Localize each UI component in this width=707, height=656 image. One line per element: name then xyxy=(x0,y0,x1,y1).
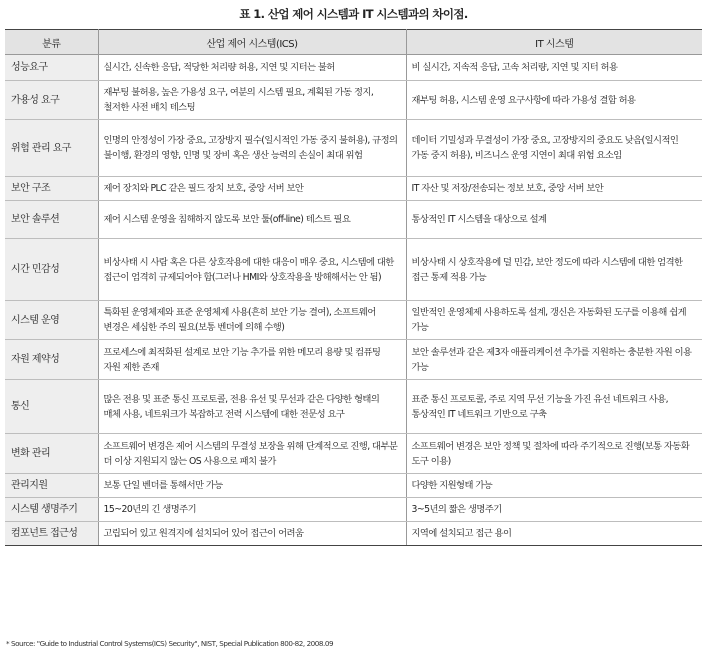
table-row xyxy=(5,201,702,239)
table-row xyxy=(5,380,702,434)
row-ics: 많은 전용 및 표준 통신 프로토콜, 전용 유선 및 무선과 같은 다양한 형태의 매체 사용, 네트워크가 복잡하고 전력 시스템에 대한 전문성 요구 xyxy=(98,380,406,434)
row-ics: 프로세스에 최적화된 설계로 보안 기능 추가를 위한 메모리 용량 및 컴퓨팅 자원 제한 존재 xyxy=(98,340,406,380)
table-row xyxy=(5,434,702,474)
table-header-row xyxy=(5,30,702,55)
row-it: 보안 솔루션과 같은 제3자 애플리케이션 추가를 지원하는 충분한 자원 이용 가능 xyxy=(406,340,702,380)
row-it: 3~5년의 짧은 생명주기 xyxy=(406,498,702,522)
row-it: 통상적인 IT 시스템을 대상으로 설계 xyxy=(406,201,702,239)
table-row xyxy=(5,81,702,120)
row-it: 데이터 기밀성과 무결성이 가장 중요, 고장방지의 중요도 낮음(일시적인 가동 중지 허용), 비즈니스 운영 지연이 최대 위험 요소임 xyxy=(406,120,702,177)
row-category: 성능요구 xyxy=(5,55,98,81)
row-category: 컴포넌트 접근성 xyxy=(5,522,98,546)
table-row xyxy=(5,498,702,522)
row-it: 소프트웨어 변경은 보안 정책 및 절차에 따라 주기적으로 진행(보통 자동화 도구 이용) xyxy=(406,434,702,474)
row-it: 일반적인 운영체제 사용하도록 설계, 갱신은 자동화된 도구를 이용해 쉽게 가능 xyxy=(406,301,702,340)
row-category: 관리지원 xyxy=(5,474,98,498)
row-it: 다양한 지원형태 가능 xyxy=(406,474,702,498)
row-category: 통신 xyxy=(5,380,98,434)
row-ics: 실시간, 신속한 응답, 적당한 처리량 허용, 지연 및 지터는 불허 xyxy=(98,55,406,81)
row-ics: 15~20년의 긴 생명주기 xyxy=(98,498,406,522)
row-ics: 인명의 안정성이 가장 중요, 고장방지 필수(일시적인 가동 중지 불허용), 규정의 불이행, 환경의 영향, 인명 및 장비 혹은 생산 능력의 손실이 최대 위험 xyxy=(98,120,406,177)
table-row xyxy=(5,522,702,546)
row-category: 변화 관리 xyxy=(5,434,98,474)
row-it: 지역에 설치되고 접근 용이 xyxy=(406,522,702,546)
table-row xyxy=(5,239,702,301)
row-category: 시간 민감성 xyxy=(5,239,98,301)
comparison-table xyxy=(5,29,702,546)
row-category: 자원 제약성 xyxy=(5,340,98,380)
row-ics: 비상사태 시 사람 혹은 다른 상호작용에 대한 대응이 매우 중요, 시스템에 대한 접근이 엄격히 규제되어야 함(그러나 HMI와 상호작용을 방해해서는 안 됨) xyxy=(98,239,406,301)
header-it: IT 시스템 xyxy=(406,30,702,55)
table-caption: 표 1. 산업 제어 시스템과 IT 시스템과의 차이점. xyxy=(239,7,468,21)
row-ics: 제어 시스템 운영을 침해하지 않도록 보안 툴(off-line) 테스트 필요 xyxy=(98,201,406,239)
row-ics: 재부팅 불허용, 높은 가용성 요구, 여분의 시스템 필요, 계획된 가동 정지, 철저한 사전 배치 테스팅 xyxy=(98,81,406,120)
row-ics: 보통 단일 벤더를 통해서만 가능 xyxy=(98,474,406,498)
row-category: 보안 솔루션 xyxy=(5,201,98,239)
row-it: 비 실시간, 지속적 응답, 고속 처리량, 지연 및 지터 허용 xyxy=(406,55,702,81)
header-ics: 산업 제어 시스템(ICS) xyxy=(98,30,406,55)
row-category: 위험 관리 요구 xyxy=(5,120,98,177)
row-category: 가용성 요구 xyxy=(5,81,98,120)
row-ics: 특화된 운영체제와 표준 운영체제 사용(흔히 보안 기능 결여), 소프트웨어 변경은 세심한 주의 필요(보통 벤더에 의해 수행) xyxy=(98,301,406,340)
table-row xyxy=(5,474,702,498)
row-category: 시스템 운영 xyxy=(5,301,98,340)
source-footnote: * Source: "Guide to Industrial Control Systems(ICS) Security", NIST, Special Publication 800-82, 2008.09 xyxy=(6,639,334,648)
table-row xyxy=(5,177,702,201)
table-row xyxy=(5,55,702,81)
table-row xyxy=(5,120,702,177)
row-it: 표준 통신 프로토콜, 주로 지역 무선 기능을 가진 유선 네트워크 사용, 통상적인 IT 네트워크 기반으로 구축 xyxy=(406,380,702,434)
row-ics: 소프트웨어 변경은 제어 시스템의 무결성 보장을 위해 단계적으로 진행, 대부분 더 이상 지원되지 않는 OS 사용으로 패치 불가 xyxy=(98,434,406,474)
row-it: IT 자산 및 저장/전송되는 정보 보호, 중앙 서버 보안 xyxy=(406,177,702,201)
header-category: 분류 xyxy=(5,30,98,55)
row-category: 보안 구조 xyxy=(5,177,98,201)
row-it: 재부팅 허용, 시스템 운영 요구사항에 따라 가용성 결함 허용 xyxy=(406,81,702,120)
table-row xyxy=(5,340,702,380)
row-ics: 제어 장치와 PLC 같은 필드 장치 보호, 중앙 서버 보안 xyxy=(98,177,406,201)
row-it: 비상사태 시 상호작용에 덜 민감, 보안 정도에 따라 시스템에 대한 엄격한 접근 통제 적용 가능 xyxy=(406,239,702,301)
table-row xyxy=(5,301,702,340)
row-ics: 고립되어 있고 원격지에 설치되어 있어 접근이 어려움 xyxy=(98,522,406,546)
row-category: 시스템 생명주기 xyxy=(5,498,98,522)
